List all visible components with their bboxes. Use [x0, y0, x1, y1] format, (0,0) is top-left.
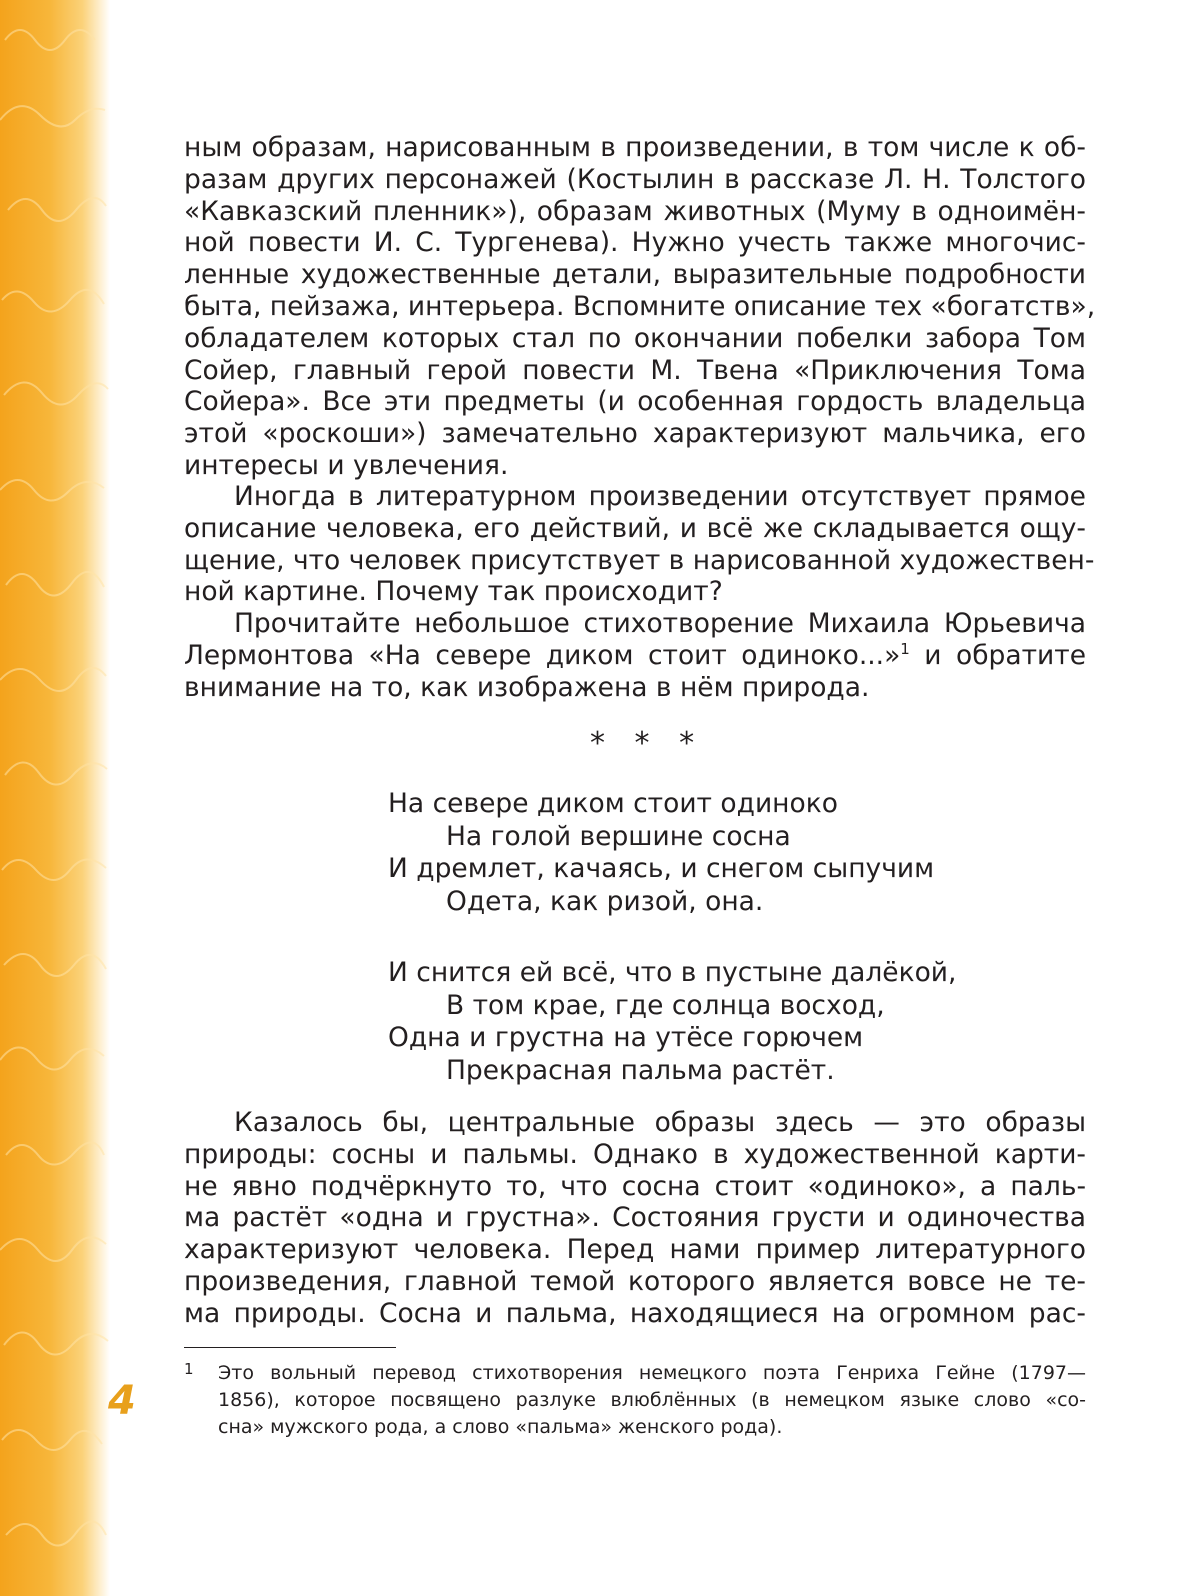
decorative-margin-band — [0, 0, 110, 1596]
poem-stanza-1 — [388, 788, 934, 918]
text-line: произведения, главной темой которого является вовсе не те- — [184, 1265, 1086, 1297]
text-line: природы: сосны и пальмы. Однако в художественной карти- — [184, 1138, 1086, 1170]
footnote — [184, 1360, 1086, 1441]
text-line: Иногда в литературном произведении отсутствует прямое — [234, 481, 1086, 512]
page-number: 4 — [108, 1378, 136, 1424]
text-line — [184, 640, 1086, 672]
text-line: не явно подчёркнуто то, что сосна стоит «одиноко», а паль- — [184, 1170, 1086, 1202]
poem-line: Прекрасная пальма растёт. — [446, 1054, 835, 1086]
text-line: интересы и увлечения. — [184, 449, 509, 481]
text-line: обладателем которых стал по окончании побелки забора Том — [184, 322, 1086, 354]
text-line: внимание на то, как изображена в нём природа. — [184, 671, 870, 703]
footnote-text — [218, 1360, 1086, 1441]
text-fragment: и обратите — [909, 639, 1086, 671]
text-line: ленные художественные детали, выразительные подробности — [184, 259, 1086, 291]
text-line: Казалось бы, центральные образы здесь — это образы — [234, 1107, 1086, 1138]
text-line: ной картине. Почему так происходит? — [184, 576, 723, 608]
text-line: описание человека, его действий, и всё же складывается ощу- — [184, 512, 1086, 544]
text-line: Сойера». Все эти предметы (и особенная гордость владельца — [184, 386, 1086, 418]
paragraph-3 — [184, 608, 1086, 703]
text-line: быта, пейзажа, интерьера. Вспомните описание тех «богатств», — [184, 290, 1096, 322]
text-line: «Кавказский пленник»), образам животных (Муму в одноимён- — [184, 195, 1086, 227]
text-line: щение, что человек присутствует в нарисованной художествен- — [184, 544, 1095, 576]
text-line: ма природы. Сосна и пальма, находящиеся на огромном рас- — [184, 1297, 1086, 1329]
poem-stanza-2 — [388, 957, 956, 1087]
footnote-line: Это вольный перевод стихотворения немецкого поэта Генриха Гейне (1797— — [218, 1362, 1086, 1384]
poem-stars-heading: * * * — [590, 726, 705, 761]
footnote-marker[interactable]: 1 — [900, 639, 910, 658]
poem-line: На севере диком стоит одиноко — [388, 788, 838, 819]
footnote-divider — [184, 1347, 396, 1348]
paragraph-1 — [184, 132, 1096, 482]
text-line: ным образам, нарисованным в произведении, в том числе к об- — [184, 132, 1086, 163]
poem-line: И снится ей всё, что в пустыне далёкой, — [388, 957, 957, 988]
footnote-number: 1 — [184, 1360, 194, 1378]
poem-line: Одна и грустна на утёсе горючем — [388, 1022, 864, 1053]
text-line: ма растёт «одна и грустна». Состояния грусти и одиночества — [184, 1202, 1086, 1234]
poem-line: И дремлет, качаясь, и снегом сыпучим — [388, 853, 935, 884]
text-line: разам других персонажей (Костылин в рассказе Л. Н. Толстого — [184, 163, 1086, 195]
text-line: Сойер, главный герой повести М. Твена «Приключения Тома — [184, 354, 1086, 386]
poem-title-reference: Лермонтова «На севере диком стоит одиноко...» — [184, 639, 901, 671]
text-line: Прочитайте небольшое стихотворение Михаила Юрьевича — [234, 608, 1086, 639]
poem-line: В том крае, где солнца восход, — [446, 989, 885, 1021]
footnote-line: 1856), которое посвящено разлуке влюблённых (в немецком языке слово «со- — [218, 1389, 1086, 1411]
poem-line: На голой вершине сосна — [446, 820, 791, 852]
text-line: характеризуют человека. Перед нами пример литературного — [184, 1234, 1086, 1266]
poem-line: Одета, как ризой, она. — [446, 885, 764, 917]
paragraph-2 — [184, 481, 1095, 608]
text-line: ной повести И. С. Тургенева). Нужно учесть также многочис- — [184, 227, 1086, 259]
handwriting-pattern-icon — [0, 0, 110, 1596]
footnote-line: сна» мужского рода, а слово «пальма» женского рода). — [218, 1416, 783, 1438]
text-line: этой «роскоши») замечательно характеризуют мальчика, его — [184, 418, 1086, 450]
paragraph-4 — [184, 1107, 1086, 1330]
